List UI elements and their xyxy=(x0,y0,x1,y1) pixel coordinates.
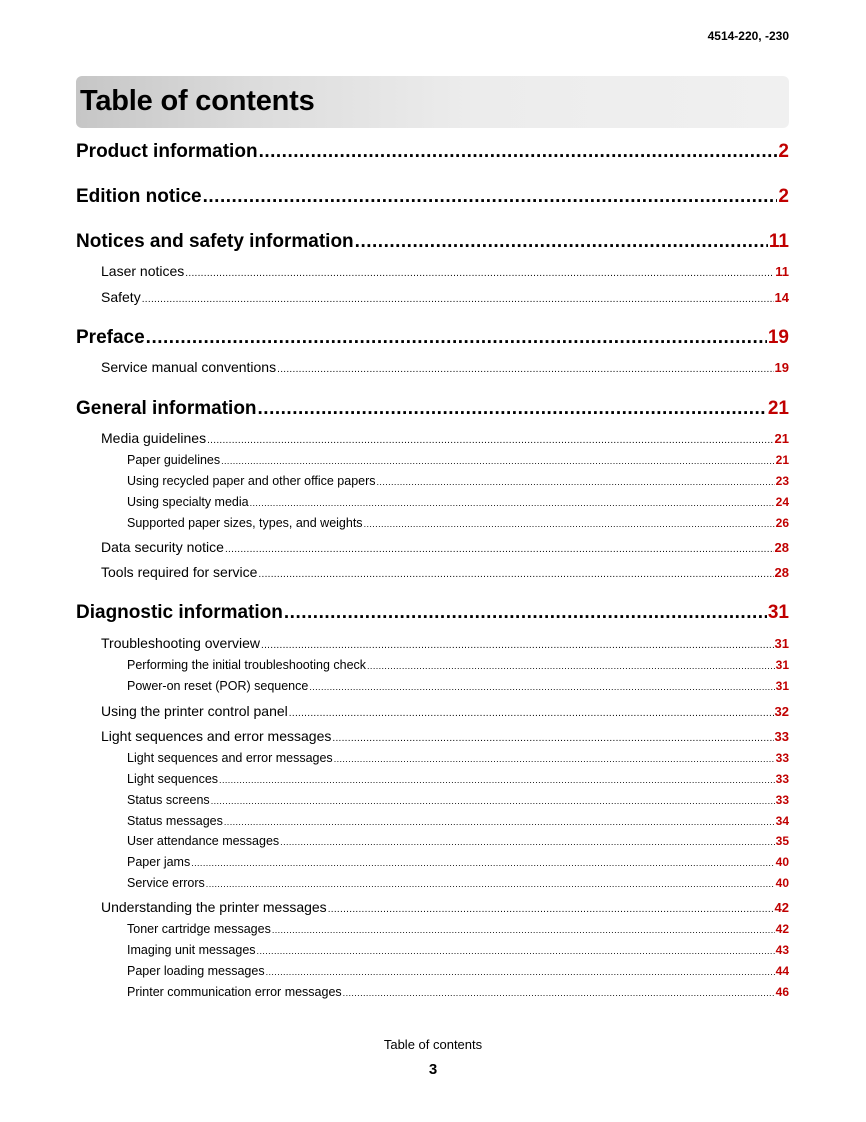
toc-entry-paper-loading-messages[interactable] xyxy=(127,964,789,978)
toc-entry-light-sequences[interactable] xyxy=(127,772,789,786)
toc-page: 42 xyxy=(774,900,789,915)
toc-leader xyxy=(272,922,775,936)
toc-leader xyxy=(280,834,774,848)
toc-entry-text: Edition notice xyxy=(76,186,202,207)
toc-entry-paper-guidelines[interactable] xyxy=(127,453,789,467)
toc-leader xyxy=(328,899,774,915)
toc-leader xyxy=(266,964,775,978)
toc-entry-text: Preface xyxy=(76,327,145,348)
toc-page: 31 xyxy=(775,679,789,693)
toc-entry-text: Media guidelines xyxy=(101,430,207,446)
toc-page: 46 xyxy=(775,985,789,999)
toc-entry-service-manual-conventions[interactable] xyxy=(101,359,789,375)
toc-entry-text: Performing the initial troubleshooting check xyxy=(127,658,367,672)
toc-entry-status-messages[interactable] xyxy=(127,814,789,828)
toc-entry-safety[interactable] xyxy=(101,289,789,305)
toc-leader xyxy=(367,658,775,672)
toc-entry-initial-troubleshooting-check[interactable] xyxy=(127,658,789,672)
toc-page: 40 xyxy=(775,876,789,890)
toc-page: 33 xyxy=(775,793,789,807)
toc-leader xyxy=(377,474,775,488)
toc-entry-status-screens[interactable] xyxy=(127,793,789,807)
toc-page: 34 xyxy=(775,814,789,828)
toc-leader xyxy=(257,943,775,957)
toc-entry-specialty-media[interactable] xyxy=(127,495,789,509)
toc-leader xyxy=(146,327,767,349)
toc-entry-recycled-paper[interactable] xyxy=(127,474,789,488)
toc-leader xyxy=(142,289,774,305)
toc-entry-text: Light sequences and error messages xyxy=(127,751,333,765)
toc-entry-understanding-printer-messages[interactable] xyxy=(101,899,789,915)
toc-entry-text: Light sequences xyxy=(127,772,219,786)
model-number: 4514-220, -230 xyxy=(707,29,789,43)
toc-entry-text: Light sequences and error messages xyxy=(101,728,332,744)
toc-page: 31 xyxy=(767,602,789,623)
toc-page: 35 xyxy=(775,834,789,848)
toc-entry-text: Imaging unit messages xyxy=(127,943,256,957)
toc-entry-text: Diagnostic information xyxy=(76,602,283,623)
footer-label: Table of contents xyxy=(383,1037,483,1052)
toc-page: 2 xyxy=(778,141,789,162)
toc-page: 23 xyxy=(775,474,789,488)
toc-page: 40 xyxy=(775,855,789,869)
toc-leader xyxy=(207,430,773,446)
toc-entry-text: Understanding the printer messages xyxy=(101,899,327,915)
toc-leader xyxy=(261,635,774,651)
toc-leader xyxy=(219,772,775,786)
toc-page: 44 xyxy=(775,964,789,978)
toc-entry-text: Paper guidelines xyxy=(127,453,221,467)
toc-leader xyxy=(225,539,774,555)
toc-entry-por-sequence[interactable] xyxy=(127,679,789,693)
toc-page: 43 xyxy=(775,943,789,957)
toc-entry-text: Using recycled paper and other office papers xyxy=(127,474,376,488)
toc-leader xyxy=(284,602,767,624)
toc-entry-tools-required[interactable] xyxy=(101,564,789,580)
toc-page: 21 xyxy=(767,398,789,419)
toc-entry-preface[interactable] xyxy=(76,327,789,349)
toc-entry-supported-paper-sizes[interactable] xyxy=(127,516,789,530)
toc-entry-text: Service manual conventions xyxy=(101,359,277,375)
toc-page: 31 xyxy=(775,658,789,672)
toc-page: 33 xyxy=(774,729,789,744)
toc-entry-diagnostic-information[interactable] xyxy=(76,602,789,624)
toc-leader xyxy=(224,814,775,828)
toc-page: 24 xyxy=(775,495,789,509)
toc-entry-text: Data security notice xyxy=(101,539,224,555)
toc-page: 31 xyxy=(774,636,789,651)
toc-entry-text: Product information xyxy=(76,141,258,162)
toc-entry-user-attendance-messages[interactable] xyxy=(127,834,789,848)
toc-entry-data-security-notice[interactable] xyxy=(101,539,789,555)
toc-leader xyxy=(277,359,773,375)
toc-leader xyxy=(332,728,773,744)
toc-entry-printer-communication-error[interactable] xyxy=(127,985,789,999)
toc-page: 26 xyxy=(775,516,789,530)
toc-entry-printer-control-panel[interactable] xyxy=(101,703,789,719)
toc-entry-text: General information xyxy=(76,398,257,419)
toc-page: 32 xyxy=(774,704,789,719)
toc-leader xyxy=(206,876,775,890)
toc-entry-media-guidelines[interactable] xyxy=(101,430,789,446)
toc-entry-text: Notices and safety information xyxy=(76,231,354,252)
toc-page: 14 xyxy=(774,290,789,305)
toc-leader xyxy=(203,186,778,208)
toc-page: 11 xyxy=(775,264,789,279)
toc-entry-product-information[interactable] xyxy=(76,141,789,163)
toc-entry-text: Using the printer control panel xyxy=(101,703,288,719)
toc-entry-imaging-unit-messages[interactable] xyxy=(127,943,789,957)
toc-leader xyxy=(250,495,775,509)
toc-entry-text: Toner cartridge messages xyxy=(127,922,271,936)
toc-entry-text: Power-on reset (POR) sequence xyxy=(127,679,309,693)
toc-entry-text: Status messages xyxy=(127,814,223,828)
toc-leader xyxy=(355,231,768,253)
toc-page: 28 xyxy=(774,565,789,580)
toc-entry-text: Tools required for service xyxy=(101,564,258,580)
toc-page: 11 xyxy=(768,231,789,252)
toc-entry-general-information[interactable] xyxy=(76,398,789,420)
toc-entry-notices-safety[interactable] xyxy=(76,231,789,253)
toc-page: 19 xyxy=(767,327,789,348)
toc-leader xyxy=(343,985,775,999)
toc-leader xyxy=(258,564,773,580)
toc-page: 33 xyxy=(775,751,789,765)
toc-leader xyxy=(259,141,778,163)
toc-entry-edition-notice[interactable] xyxy=(76,186,789,208)
toc-page: 2 xyxy=(778,186,789,207)
toc-page: 42 xyxy=(775,922,789,936)
toc-entry-text: Paper loading messages xyxy=(127,964,265,978)
toc-entry-text: Safety xyxy=(101,289,141,305)
toc-entry-text: Supported paper sizes, types, and weights xyxy=(127,516,363,530)
toc-leader xyxy=(309,679,774,693)
toc-page: 21 xyxy=(774,431,789,446)
toc-entry-service-errors[interactable] xyxy=(127,876,789,890)
toc-page: 19 xyxy=(774,360,789,375)
toc-leader xyxy=(334,751,775,765)
toc-entry-toner-cartridge-messages[interactable] xyxy=(127,922,789,936)
toc-entry-text: Status screens xyxy=(127,793,210,807)
toc-entry-text: Using specialty media xyxy=(127,495,249,509)
toc-leader xyxy=(289,703,774,719)
toc-entry-paper-jams[interactable] xyxy=(127,855,789,869)
toc-entry-text: User attendance messages xyxy=(127,834,280,848)
toc-entry-text: Troubleshooting overview xyxy=(101,635,261,651)
toc-entry-text: Laser notices xyxy=(101,263,185,279)
toc-entry-light-sequences-error-messages-sub[interactable] xyxy=(127,751,789,765)
toc-leader xyxy=(221,453,775,467)
toc-entry-troubleshooting-overview[interactable] xyxy=(101,635,789,651)
footer-page-number: 3 xyxy=(428,1061,438,1078)
toc-leader xyxy=(191,855,774,869)
toc-page: 33 xyxy=(775,772,789,786)
title-bar xyxy=(76,76,789,128)
toc-leader xyxy=(211,793,775,807)
toc-leader xyxy=(364,516,775,530)
toc-page: 28 xyxy=(774,540,789,555)
toc-page: 21 xyxy=(775,453,789,467)
toc-entry-text: Paper jams xyxy=(127,855,191,869)
toc-entry-light-sequences-error-messages[interactable] xyxy=(101,728,789,744)
page-title: Table of contents xyxy=(80,85,315,117)
toc-entry-text: Service errors xyxy=(127,876,205,890)
toc-entry-text: Printer communication error messages xyxy=(127,985,342,999)
toc-leader xyxy=(258,398,767,420)
toc-leader xyxy=(185,263,774,279)
toc-entry-laser-notices[interactable] xyxy=(101,263,789,279)
